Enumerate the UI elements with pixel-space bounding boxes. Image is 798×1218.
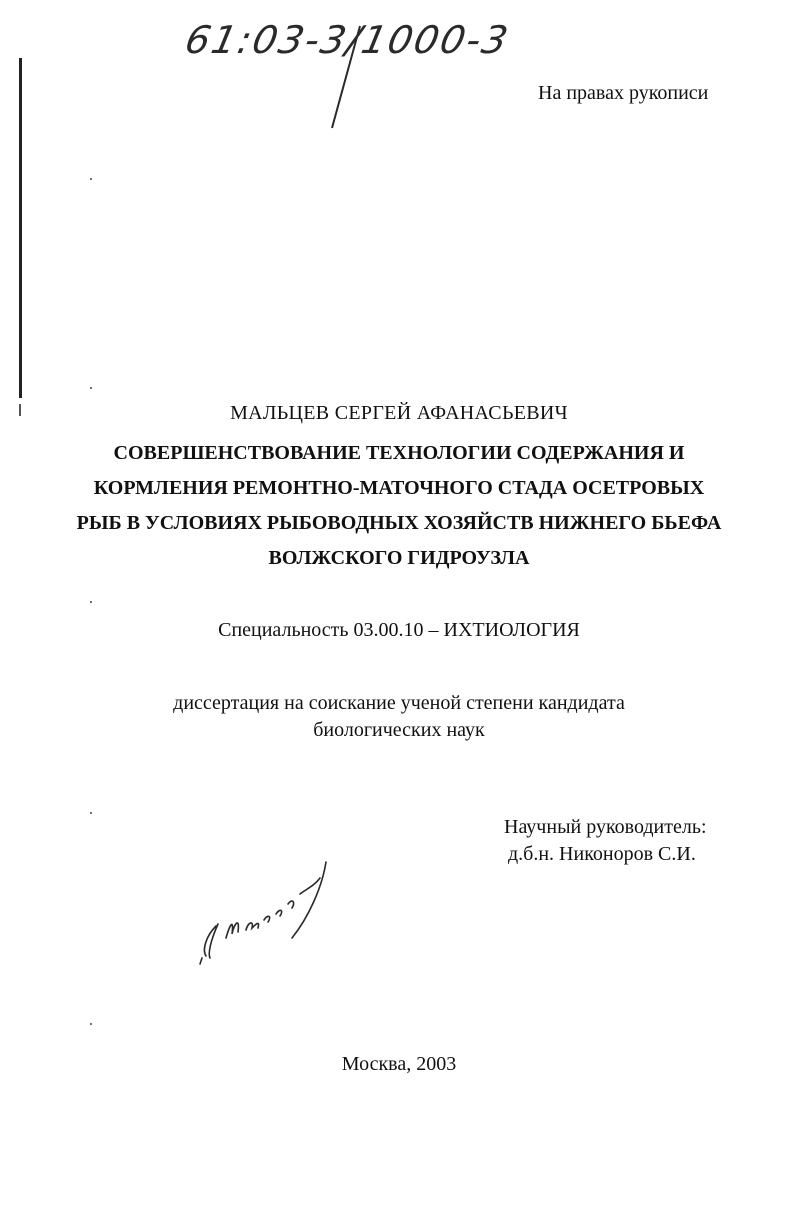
- manuscript-rights-note: На правах рукописи: [538, 82, 709, 104]
- scan-speck: [90, 1023, 92, 1025]
- title-line: КОРМЛЕНИЯ РЕМОНТНО-МАТОЧНОГО СТАДА ОСЕТРОВЫХ: [93, 477, 705, 499]
- title-line: СОВЕРШЕНСТВОВАНИЕ ТЕХНОЛОГИИ СОДЕРЖАНИЯ И: [113, 442, 685, 464]
- supervisor-block: [504, 814, 707, 868]
- scan-speck: [90, 387, 92, 389]
- dissertation-title: [40, 436, 758, 576]
- scan-speck: [90, 178, 92, 180]
- handwritten-signature: [196, 858, 346, 968]
- archive-slash-mark: [182, 18, 512, 138]
- supervisor-label: Научный руководитель:: [504, 816, 707, 838]
- supervisor-name: д.б.н. Никоноров С.И.: [508, 843, 696, 865]
- title-line: ВОЛЖСКОГО ГИДРОУЗЛА: [268, 547, 530, 569]
- archive-number: 61:03-3/1000-3: [181, 18, 514, 62]
- scan-speck: [90, 601, 92, 603]
- degree-line: диссертация на соискание ученой степени кандидата: [173, 692, 625, 714]
- title-line: РЫБ В УСЛОВИЯХ РЫБОВОДНЫХ ХОЗЯЙСТВ НИЖНЕГО БЬЕФА: [76, 512, 722, 534]
- city-year: Москва, 2003: [341, 1053, 457, 1075]
- author-name: МАЛЬЦЕВ СЕРГЕЙ АФАНАСЬЕВИЧ: [230, 402, 568, 424]
- scan-speck: [90, 812, 92, 814]
- degree-statement: [0, 690, 798, 744]
- degree-line: биологических наук: [313, 719, 485, 741]
- specialty-line: Специальность 03.00.10 – ИХТИОЛОГИЯ: [218, 619, 580, 641]
- scan-edge-line: [19, 58, 22, 398]
